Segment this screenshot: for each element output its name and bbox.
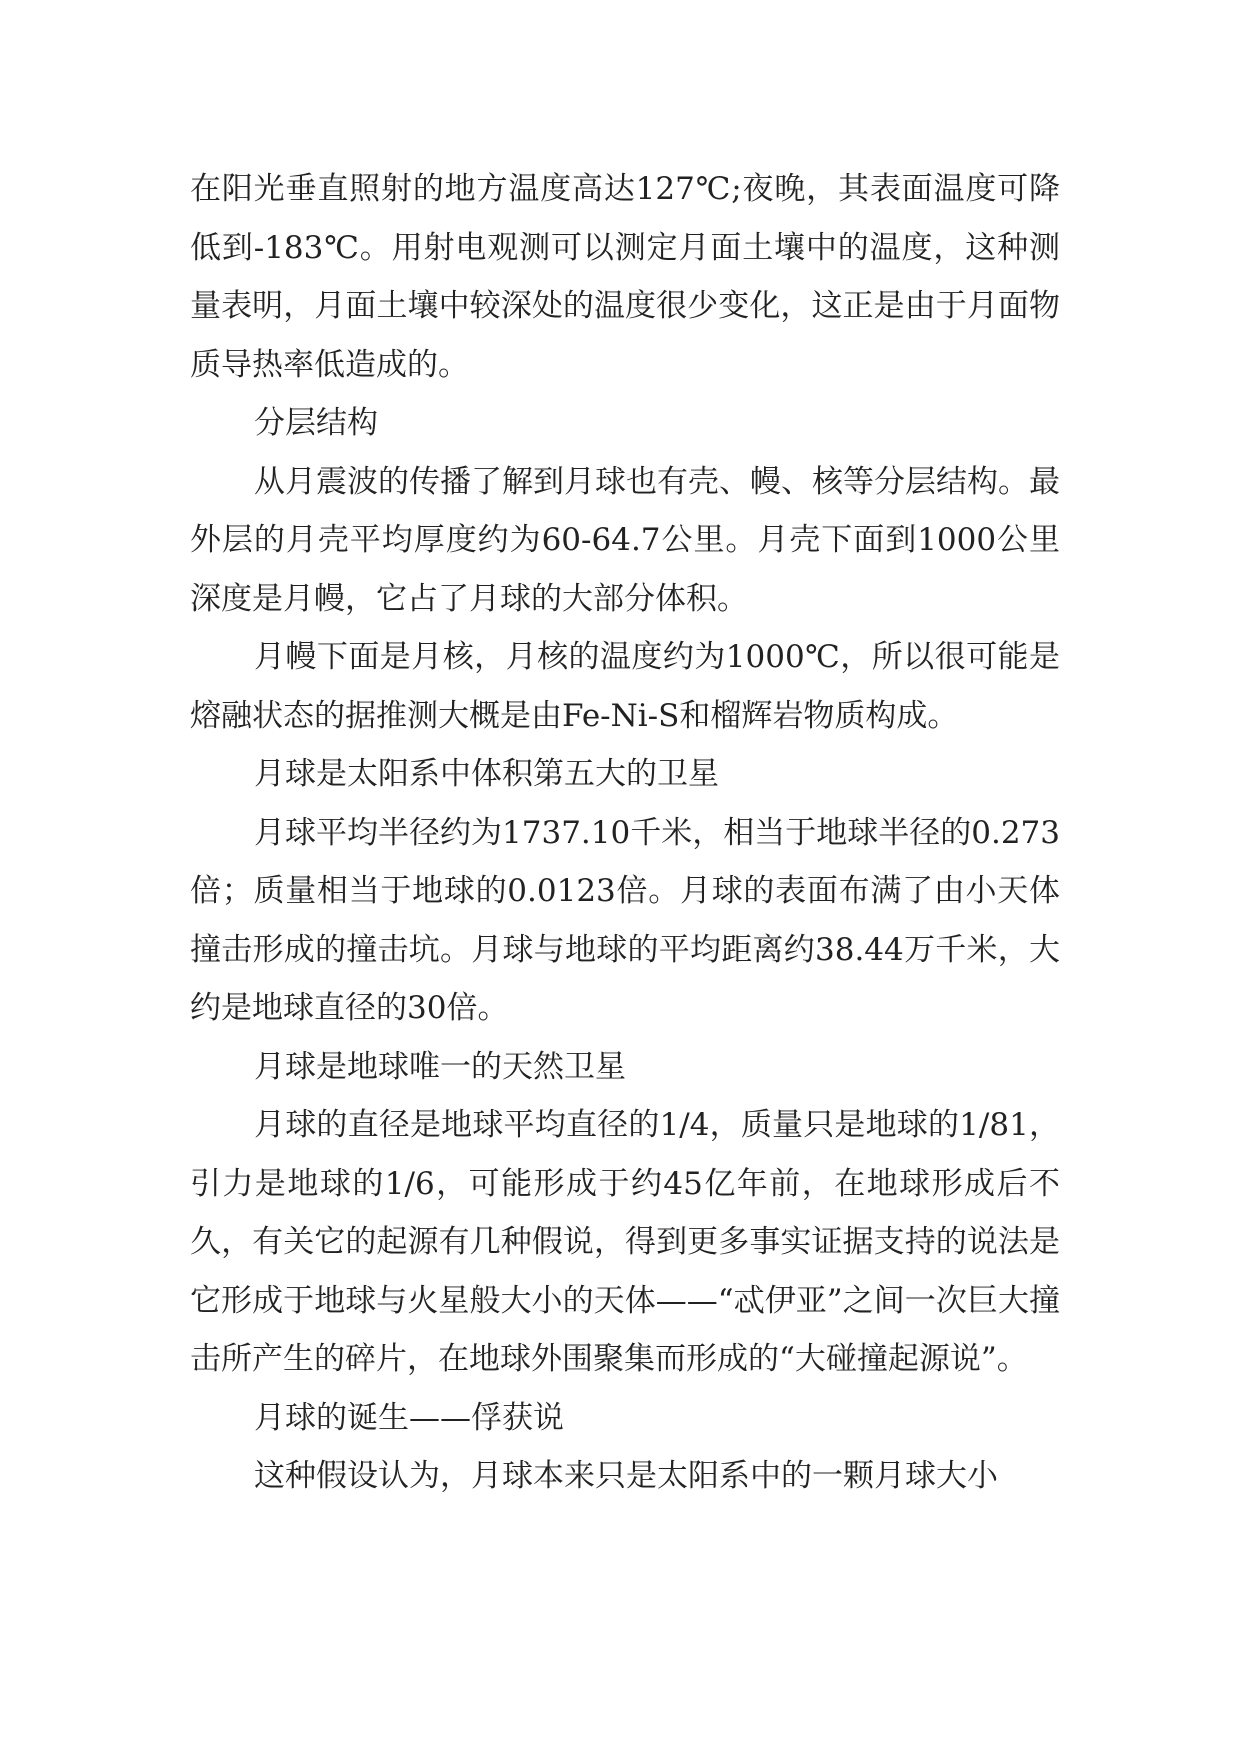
document-page xyxy=(190,160,1060,1506)
paragraph-capture-theory: 这种假设认为，月球本来只是太阳系中的一颗月球大小 xyxy=(254,1458,998,1494)
paragraph-radius-mass: 月球平均半径约为1737.10千米，相当于地球半径的0.273倍；质量相当于地球的0.0123倍。月球的表面布满了由小天体撞击形成的撞击坑。月球与地球的平均距离约38.44万千米，大约是地球直径的30倍。 xyxy=(190,814,1060,1026)
heading-layered-structure: 分层结构 xyxy=(254,405,378,441)
heading-capture-theory: 月球的诞生——俘获说 xyxy=(254,1399,564,1436)
paragraph-origin-hypotheses: 月球的直径是地球平均直径的1/4，质量只是地球的1/81，引力是地球的1/6，可能形成于约45亿年前，在地球形成后不久，有关它的起源有几种假说，得到更多事实证据支持的说法是它形成于地球与火星般大小的天体——“忒伊亚”之间一次巨大撞击所产生的碎片，在地球外围聚集而形成的“大碰撞起源说”。 xyxy=(190,1107,1060,1377)
paragraph-surface-temperature: 在阳光垂直照射的地方温度高达127℃;夜晚，其表面温度可降低到-183℃。用射电观测可以测定月面土壤中的温度，这种测量表明，月面土壤中较深处的温度很少变化，这正是由于月面物质导热率低造成的。 xyxy=(190,171,1060,383)
heading-only-natural-satellite: 月球是地球唯一的天然卫星 xyxy=(254,1048,626,1085)
paragraph-crust-mantle: 从月震波的传播了解到月球也有壳、幔、核等分层结构。最外层的月壳平均厚度约为60-64.7公里。月壳下面到1000公里深度是月幔，它占了月球的大部分体积。 xyxy=(190,463,1060,617)
heading-fifth-largest-satellite: 月球是太阳系中体积第五大的卫星 xyxy=(254,756,719,792)
paragraph-core: 月幔下面是月核，月核的温度约为1000℃，所以很可能是熔融状态的据推测大概是由Fe-Ni-S和榴辉岩物质构成。 xyxy=(190,639,1060,734)
